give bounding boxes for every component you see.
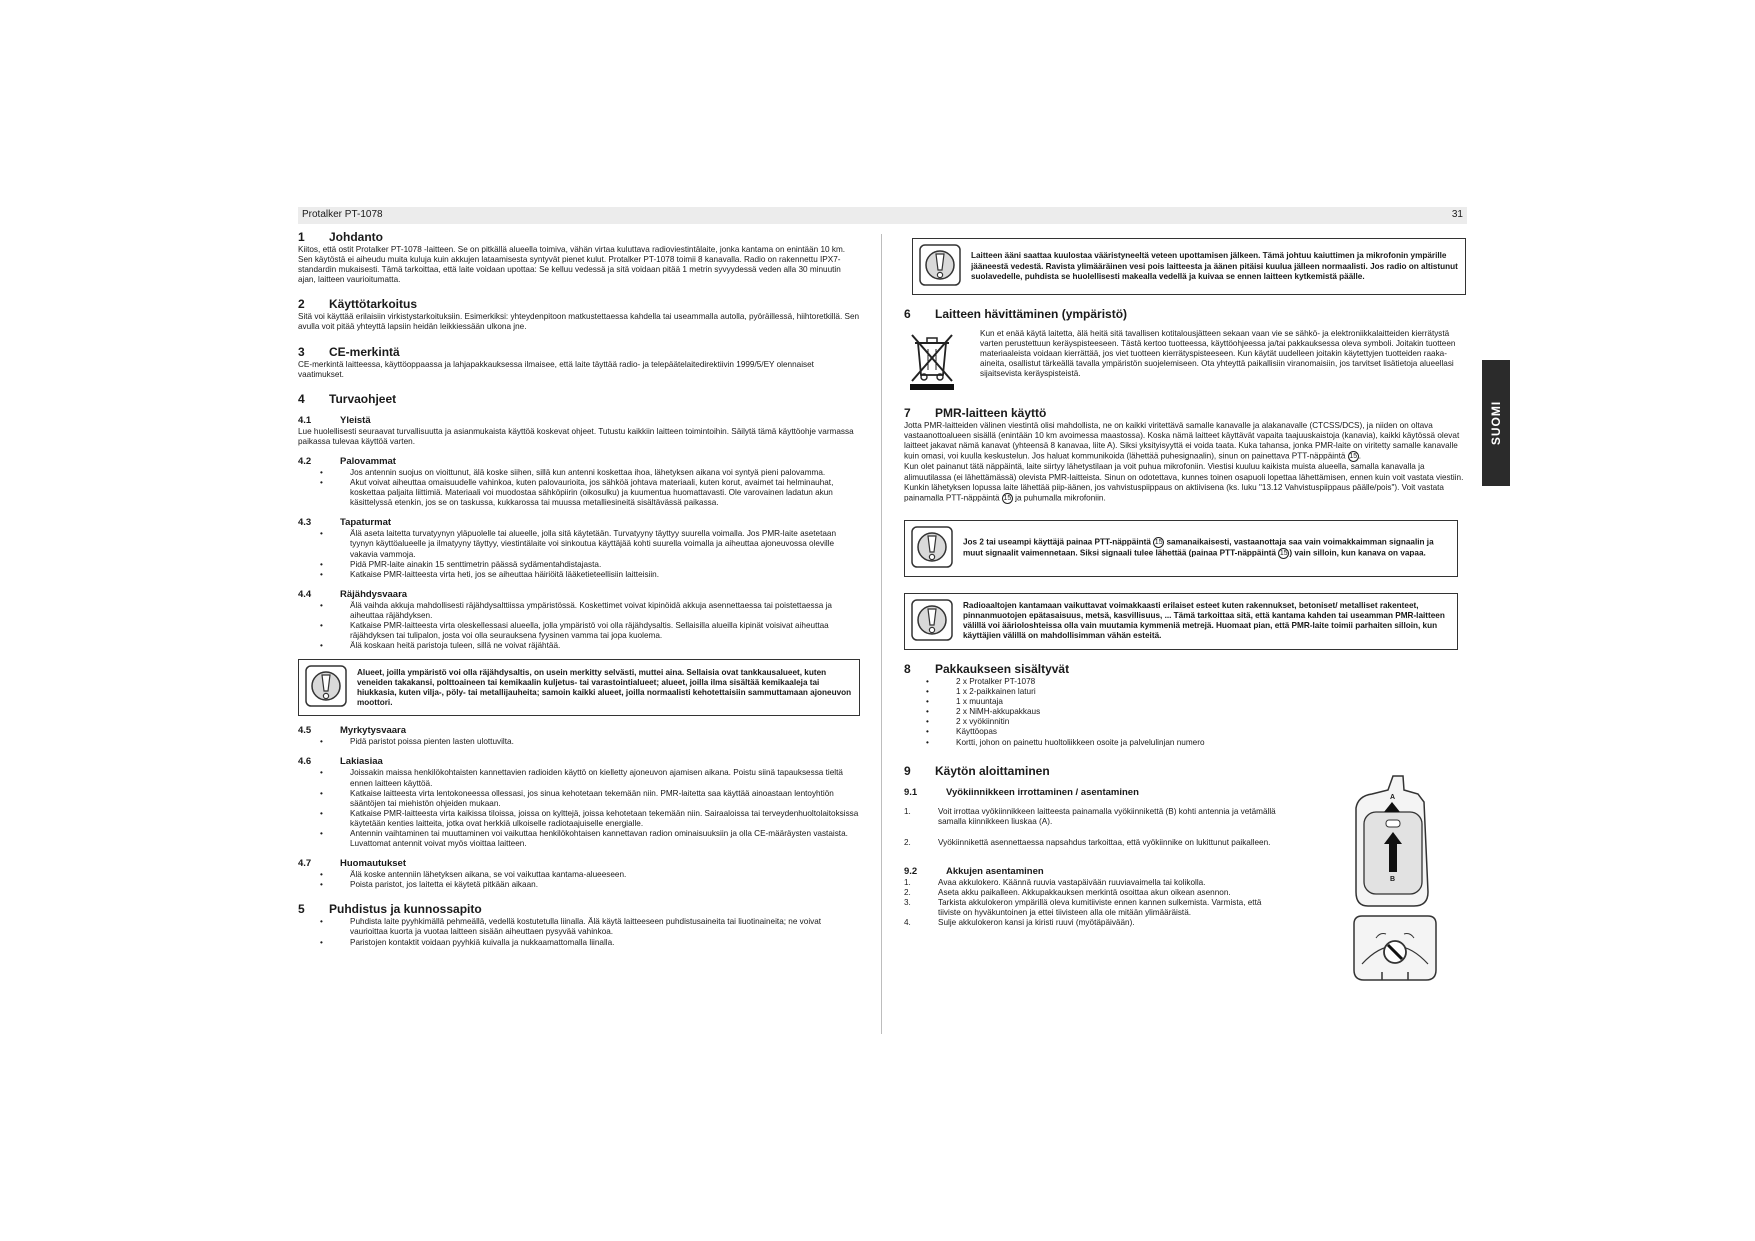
- list-item: • Älä aseta laitetta turvatyynyn yläpuolelle tai alueelle, jolla sitä käytetään. Turvatyyny täyttyy suurella voimalla. Jos PMR-laite asetetaan tyynyn käyttöalueelle ja ilmatyyny täyttyy, viestintälaite voi sinkoutua käyttäjää kohti suurella voimalla ja aiheuttaa ajoneuvossa oleville vakavia vammoja.: [320, 529, 837, 559]
- weee-bin-icon: [904, 329, 970, 394]
- list-item: • Katkaise PMR-laitteesta virta kaikissa tiloissa, joissa on kylttejä, joissa kehotetaan tekemään niin. Sairaaloissa tai terveydenhuoltolaitoksissa käytetään kenties laitteita, jotka ovat herkkiä ulkoiselle radiotaajuiselle energialle.: [320, 808, 859, 828]
- list-item: • 1 x muuntaja: [926, 697, 1003, 707]
- warning-box: [912, 238, 1466, 295]
- subsection-heading: 9.1 Vyökiinnikkeen irrottaminen / asentaminen: [904, 786, 1139, 798]
- list-item: • 1 x 2-paikkainen laturi: [926, 687, 1036, 697]
- section-text: Jotta PMR-laitteiden välinen viestintä olisi mahdollista, ne on kaikki viritettävä samalle kanavalle ja alakanavalle (CTCSS/DCS), ja niiden on oltava vastaanottoalueen sisällä (enintään 10 km avoimessa maastossa). Koska nämä laitteet käyttävät vapaita taajuuskaistoja (kanavia), kaikki käytössä olevat laitteet jakavat nämä kanavat (yhteensä 8 kanavaa, liite A). Siksi yksityisyyttä ei voida taata. Kuka tahansa, jonka PMR-laite on viritetty samalle kanavalle kuin omasi, voi kuulla keskustelun. Jos haluat kommunikoida (lähettää puhesignaalin), sinun on painettava PTT-näppäintä 15 . Kun olet painanut tätä näppäintä, laite siirtyy lähetystilaan ja voit puhua mikrofoniin. Viestisi kuuluu kaikista muista alueella, samalla kanavalla ja alimuutilassa (ei lähettämässä) olevista PMR-laitteista. Sinun on odotettava, kunnes toinen osapuoli lopettaa lähettämisen, ennen kuin voit vastata viestiin. Kunkin lähetyksen lopussa laite lähettää piip-äänen, jos vahvistuspiippaus on aktiivisena (ks. luku "13.12 Vahvistuspiippaus päälle/pois"). Voit vastata painamalla PTT-näppäintä 15 ja puhumalla mikrofoniin.: [904, 421, 1464, 503]
- warning-icon: [919, 244, 963, 289]
- list-item: 1. Avaa akkulokero. Käännä ruuvia vastapäivään ruuviavaimella tai kolikolla.: [904, 877, 1206, 887]
- subsection-heading: 4.7 Huomautukset: [298, 858, 406, 870]
- list-item: 2. Aseta akku paikalleen. Akkupakkauksen merkintä osoittaa akun oikean asennon.: [904, 887, 1231, 897]
- list-item: • Akut voivat aiheuttaa omaisuudelle vahinkoa, kuten palovaurioita, jos sähköä johtava materiaali, kuten korut, avaimet tai helminauhat, koskettaa paljaita liittimiä. Materiaali voi muodostaa sähköpiirin (oikosulku) ja kuumentua huomattavasti. Ole varovainen ladatun akun käsittelyssä etenkin, jos se on taskussa, kukkarossa tai muussa metalliesineitä sisältävässä paikassa.: [320, 478, 834, 508]
- section-heading: 2 Käyttötarkoitus: [298, 297, 418, 312]
- list-item: • Katkaise PMR-laitteesta virta oleskellessasi alueella, jolla ympäristö voi olla räjähdysaltis. Sellaisilla alueilla kipinät voisivat aiheuttaa räjähdyksen tai tulipalon, josta voi olla seurauksena fyysinen vamma tai jopa kuolema.: [320, 620, 829, 641]
- warning-text: Alueet, joilla ympäristö voi olla räjähdysaltis, on usein merkitty selvästi, muttei aina. Sellaisia ovat tankkausalueet, kuten veneiden takakansi, polttoaineen tai kemikaalin kuljetus- tai varastointialueet; alueet, joilla ilma sisältää kemikaaleja tai hiukkasia, kuten vilja-, pöly- tai metallijauheita; samoin kaikki alueet, joilla normaalisti kehotettaisiin sammuttamaan ajoneuvon moottori.: [357, 667, 852, 707]
- warning-text: Laitteen ääni saattaa kuulostaa vääristyneeltä veteen upottamisen jälkeen. Tämä johtuu kaiuttimen ja mikrofonin ympärille jääneestä vedestä. Ravista ylimääräinen vesi pois laitteesta ja äänen pitäisi kuulua jälleen normaalisti. Jos radio on altistunut suolavedelle, puhdista se huolellisesti makealla vedellä ja kuivaa se ennen laitteen kytkemistä päälle.: [971, 251, 1458, 281]
- section-heading: 7 PMR-laitteen käyttö: [904, 406, 1047, 421]
- list-item: • Älä koskaan heitä paristoja tuleen, sillä ne voivat räjähtää.: [320, 641, 561, 651]
- header-title: Protalker PT-1078: [302, 209, 383, 220]
- warning-box: [298, 659, 860, 716]
- list-item: • 2 x vyökiinnitin: [926, 717, 1010, 727]
- left-column: [298, 230, 860, 948]
- subsection-heading: 4.5 Myrkytysvaara: [298, 725, 407, 737]
- section-heading: 9 Käytön aloittaminen: [904, 763, 1050, 778]
- ptt-key-ref: 15: [1154, 539, 1163, 547]
- list-item: • 2 x NiMH-akkupakkaus: [926, 707, 1041, 717]
- list-item: • Jos antennin suojus on vioittunut, älä koske siihen, sillä kun antenni koskettaa ihoa, lähetyksen aikana voi syntyä pieni palovamma.: [320, 467, 826, 477]
- section-text: Lue huolellisesti seuraavat turvallisuutta ja asianmukaista käyttöä koskevat ohjeet. Tutustu kaikkiin laitteen toimintoihin. Säilytä tämä käyttöohje varmassa paikassa tulevaa käyttöä varten.: [298, 426, 854, 446]
- ptt-key-ref: 15: [1003, 494, 1012, 502]
- list-item: • Puhdista laite pyyhkimällä pehmeällä, vedellä kostutetulla liinalla. Älä käytä laitteeseen puhdistusaineita tai liuotinaineita; ne voivat vaurioittaa kuorta ja vuotaa laitteen sisään aiheuttaen pysyvää vahinkoa.: [320, 917, 822, 937]
- battery-cover-figure: [1350, 914, 1440, 987]
- section-heading: 4 Turvaohjeet: [298, 391, 397, 406]
- list-item: • Älä vaihda akkuja mahdollisesti räjähdysalttiissa ympäristössä. Koskettimet voivat kipinöidä akkuja asennettaessa tai poistettaessa ja aiheuttaa räjähdyksen.: [320, 600, 832, 620]
- warning-icon: [305, 665, 349, 710]
- subsection-heading: 4.4 Räjähdysvaara: [298, 588, 408, 600]
- warning-text: Radioaaltojen kantamaan vaikuttavat voimakkaasti erilaiset esteet kuten rakennukset, betoniset/ metalliset rakenteet, pinnanmuotojen epätasaisuus, metsä, kasvillisuus, ... Tämä tarkoittaa sitä, että kantama kahden tai useamman PMR-laitteen välillä voi äärioloshteissa olla vain muutamia kymmeniä metrejä. Huomaat pian, että PMR-laite toimii parhaiten silloin, kun käyttäjien välillä on mahdollisimman vähän esteitä.: [963, 601, 1445, 641]
- subsection-heading: 9.2 Akkujen asentaminen: [904, 865, 1044, 877]
- warning-text: Jos 2 tai useampi käyttäjä painaa PTT-näppäintä 15 samanaikaisesti, vastaanottaja saa vain voimakkaimman signaalin ja muut signaalit vaimennetaan. Siksi signaali tulee lähettää (painaa PTT-näppäintä 15 ) vain silloin, kun kanava on vapaa.: [963, 537, 1434, 558]
- list-item: • Paristojen kontaktit voidaan pyyhkiä kuivalla ja nukkaamattomalla liinalla.: [320, 937, 615, 947]
- list-item: • Katkaise PMR-laitteesta virta heti, jos se aiheuttaa häiriöitä lääketieteellisiin laitteisiin.: [320, 569, 660, 579]
- language-tab-label: SUOMI: [1489, 400, 1503, 446]
- section-heading: 6 Laitteen hävittäminen (ympäristö): [904, 307, 1128, 322]
- subsection-heading: 4.3 Tapaturmat: [298, 517, 392, 529]
- page-number: 31: [1451, 209, 1463, 220]
- language-tab: [1482, 360, 1510, 486]
- list-item: • Poista paristot, jos laitetta ei käytetä pitkään aikaan.: [320, 880, 538, 890]
- section-heading: 3 CE-merkintä: [298, 344, 400, 359]
- warning-box: [904, 520, 1458, 577]
- list-item: • Katkaise laitteesta virta lentokoneessa ollessasi, jos sinua kehotetaan tekemään niin. PMR-laitetta saa käyttää ainoastaan lentoyhtiön sääntöjen tai miehistön ohjeiden mukaan.: [320, 788, 834, 808]
- subsection-heading: 4.1 Yleistä: [298, 414, 371, 426]
- list-item: • Pidä PMR-laite ainakin 15 senttimetrin päässä sydämentahdistajasta.: [320, 559, 602, 569]
- list-item: • Älä koske antenniin lähetyksen aikana, se voi vaikuttaa kantama-alueeseen.: [320, 870, 627, 880]
- recycling-notice: [904, 329, 1466, 394]
- column-divider: [881, 234, 882, 1034]
- subsection-heading: 4.2 Palovammat: [298, 455, 396, 467]
- list-item: • Antennin vaihtaminen tai muuttaminen voi vaikuttaa henkilökohtaisen kannettavan radion ominaisuuksiin ja olla CE-määräysten vastaista. Luvattomat antennit voivat myös vioittaa laitteen.: [320, 829, 848, 849]
- section-heading: 8 Pakkaukseen sisältyvät: [904, 661, 1070, 676]
- list-item: 4. Sulje akkulokeron kansi ja kiristi ruuvi (myötäpäivään).: [904, 918, 1135, 928]
- ptt-key-ref: 15: [1349, 453, 1358, 461]
- section-text: Kun et enää käytä laitetta, älä heitä sitä tavallisen kotitalousjätteen sekaan vaan vie se sähkö- ja elektroniikkalaitteiden kierrätystä varten perustettuun keräyspisteeseen. Tästä kertoo tuotteessa, käyttöohjeessa ja/tai pakkauksessa oleva symboli. Joitakin tuotteen materiaaleista voidaan kierrättää, jos viet tuotteen kierrätyspisteeseen. Kun käytät uudelleen joitakin käytettyjen tuotteiden raaka-aineita, osallistut tärkeällä tavalla ympäristön suojelemiseen. Ota yhteyttä paikallisiin viranomaisiin, jos tarvitset lisätietoja alueellasi sijaitsevista keräyspisteistä.: [980, 329, 1456, 379]
- figure-label-b: B: [1390, 876, 1396, 883]
- section-text: Sitä voi käyttää erilaisiin virkistystarkoituksiin. Esimerkiksi: yhteydenpitoon matkustettaessa kahdella tai useammalla autolla, pyöräillessä, hiihtoretkillä. Sen avulla voit pitää yhteyttä lapsiin heidän leikkiessään ulkona jne.: [298, 312, 860, 332]
- list-item: • Joissakin maissa henkilökohtaisten kannettavien radioiden käyttö on kielletty ajoneuvon ajamisen aikana. Poistu siinä tapauksessa tieltä ennen laitteen käyttöä.: [320, 768, 843, 788]
- subsection-heading: 4.6 Lakiasiaa: [298, 756, 383, 768]
- warning-icon: [911, 599, 955, 644]
- list-item: • Kortti, johon on painettu huoltoliikkeen osoite ja palvelulinjan numero: [926, 737, 1205, 747]
- list-item: • Käyttöopas: [926, 727, 997, 737]
- belt-clip-figure: [1348, 772, 1438, 917]
- list-item: 3. Tarkista akkulokeron ympärillä oleva kumitiiviste ennen kannen sulkemista. Varmista, että tiiviste on hyväkuntoinen ja ettei tiivisteen alla ole mitään ylimääräistä.: [904, 898, 1262, 918]
- list-item: 2. Vyökiinnikettä asennettaessa napsahdus tarkoittaa, että vyökiinnike on lukittunut paikalleen.: [904, 837, 1271, 847]
- list-item: • 2 x Protalker PT-1078: [926, 676, 1036, 686]
- section-heading: 1 Johdanto: [298, 230, 383, 244]
- section-heading: 5 Puhdistus ja kunnossapito: [298, 902, 482, 917]
- section-text: CE-merkintä laitteessa, käyttöoppaassa ja lahjapakkauksessa ilmaisee, että laite täyttää radio- ja telepäätelaitedirektiivin 1999/5/EY olennaiset vaatimukset.: [298, 359, 814, 379]
- warning-box: [904, 593, 1458, 650]
- warning-icon: [911, 526, 955, 571]
- list-item: 1. Voit irrottaa vyökiinnikkeen laitteesta painamalla vyökiinnikettä (B) kohti antennia ja vetämällä samalla kiinnikkeen liuskaa (A).: [904, 806, 1276, 826]
- figure-label-a: A: [1390, 794, 1396, 801]
- page-header: [298, 207, 1467, 224]
- ptt-key-ref: 15: [1279, 550, 1288, 558]
- list-item: • Pidä paristot poissa pienten lasten ulottuvilta.: [320, 737, 514, 747]
- section-text: Kiitos, että ostit Protalker PT-1078 -laitteen. Se on pitkällä alueella toimiva, vähän virtaa kuluttava radioviestintälaite, jonka kantama on enintään 10 km. Sen käytöstä ei aiheudu muita kuluja kuin akkujen lataamisesta syntyvät pienet kulut. Protalker PT-1078 toimii 8 kanavalla. Radio on rakennettu IPX7-standardin mukaisesti. Tämä tarkoittaa, että laite voidaan upottaa: Se kelluu vedessä ja sitä voidaan pitää 1 metrin syvyydessä veden alla 30 minuutin ajan, laitteen vaurioitumatta.: [298, 245, 846, 285]
